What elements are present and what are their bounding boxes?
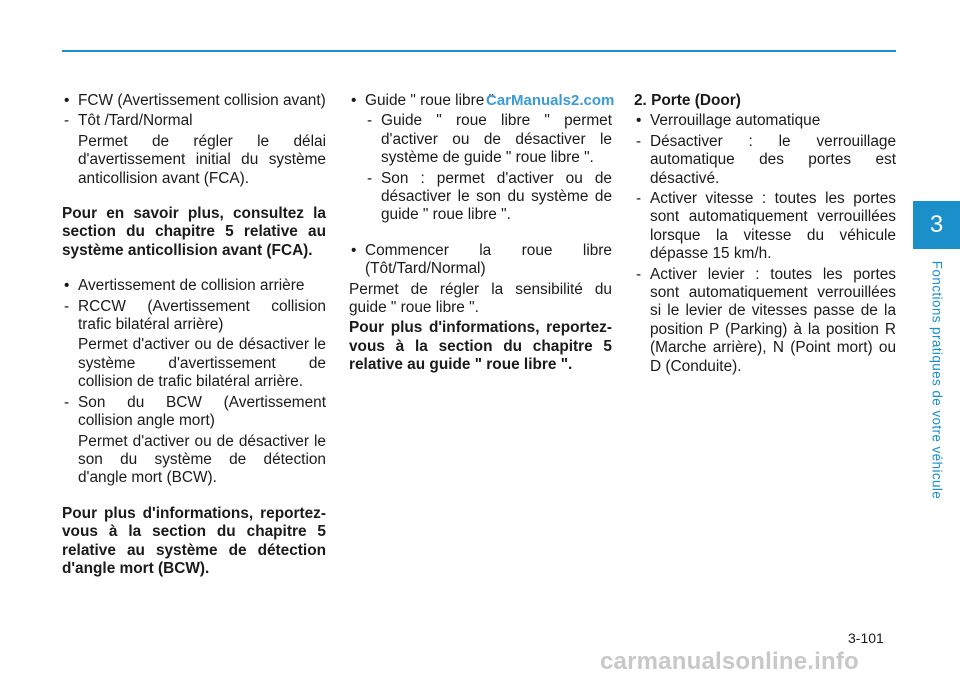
option-speed: - Activer vitesse : toutes les portes sont automatiquement verrouillées lorsque la vitesse du véhicule dépasse 15 km/h. bbox=[634, 190, 896, 264]
guide-more-info: Pour plus d'informations, reportez-vous à la section du chapitre 5 relative au guide " roue libre ". bbox=[349, 319, 612, 374]
rear-collision-bullet: • Avertissement de collision arrière bbox=[62, 277, 326, 295]
rccw-description: Permet d'activer ou de désactiver le système d'avertissement de collision de trafic bilatéral arrière. bbox=[78, 336, 326, 391]
page-number: 3-101 bbox=[848, 630, 884, 646]
column-middle bbox=[349, 92, 615, 375]
section-heading: 2. Porte (Door) bbox=[634, 92, 741, 109]
auto-lock-bullet: • Verrouillage automatique bbox=[634, 112, 896, 130]
option-lever: - Activer levier : toutes les portes sont automatiquement verrouillées si le levier de vitesses passe de la position P (Parking) à la position R (Marche arrière), N (Point mort) ou D (Conduite). bbox=[634, 266, 896, 376]
fcw-more-info: Pour en savoir plus, consultez la section du chapitre 5 relative au système anticollision avant (FCA). bbox=[62, 205, 326, 259]
column-left bbox=[62, 92, 326, 578]
guide-bullet: • Guide " roue libre " bbox=[349, 92, 612, 110]
fcw-description: Permet de régler le délai d'avertissement initial du système anticollision avant (FCA). bbox=[78, 132, 326, 187]
rccw-option: - RCCW (Avertissement collision trafic bilatéral arrière) bbox=[62, 298, 326, 335]
watermark-logo: CarManuals2.com bbox=[486, 92, 615, 109]
son-option: - Son : permet d'activer ou de désactiver le son du système de guide " roue libre ". bbox=[365, 170, 612, 225]
side-chapter-title: Fonctions pratiques de votre véhicule bbox=[929, 260, 945, 500]
bcw-more-info: Pour plus d'informations, reportez-vous à la section du chapitre 5 relative au système de détection d'angle mort (BCW). bbox=[62, 504, 326, 577]
bcw-description: Permet d'activer ou de désactiver le son du système de détection d'angle mort (BCW). bbox=[78, 432, 326, 487]
guide-option: - Guide " roue libre " permet d'activer ou de désactiver le système de guide " roue libre ". bbox=[365, 112, 612, 167]
header-rule bbox=[62, 50, 896, 52]
column-right bbox=[634, 92, 896, 376]
start-coasting-description: Permet de régler la sensibilité du guide " roue libre ". bbox=[349, 280, 612, 317]
chapter-tab: 3 bbox=[913, 201, 960, 249]
fcw-option: - Tôt /Tard/Normal bbox=[62, 112, 326, 130]
option-disable: - Désactiver : le verrouillage automatique des portes est désactivé. bbox=[634, 133, 896, 188]
footer-watermark: carmanualsonline.info bbox=[600, 648, 859, 675]
start-coasting-bullet: • Commencer la roue libre (Tôt/Tard/Normal) bbox=[349, 242, 612, 279]
fcw-bullet: • FCW (Avertissement collision avant) bbox=[62, 92, 326, 110]
bcw-option: - Son du BCW (Avertissement collision angle mort) bbox=[62, 394, 326, 431]
